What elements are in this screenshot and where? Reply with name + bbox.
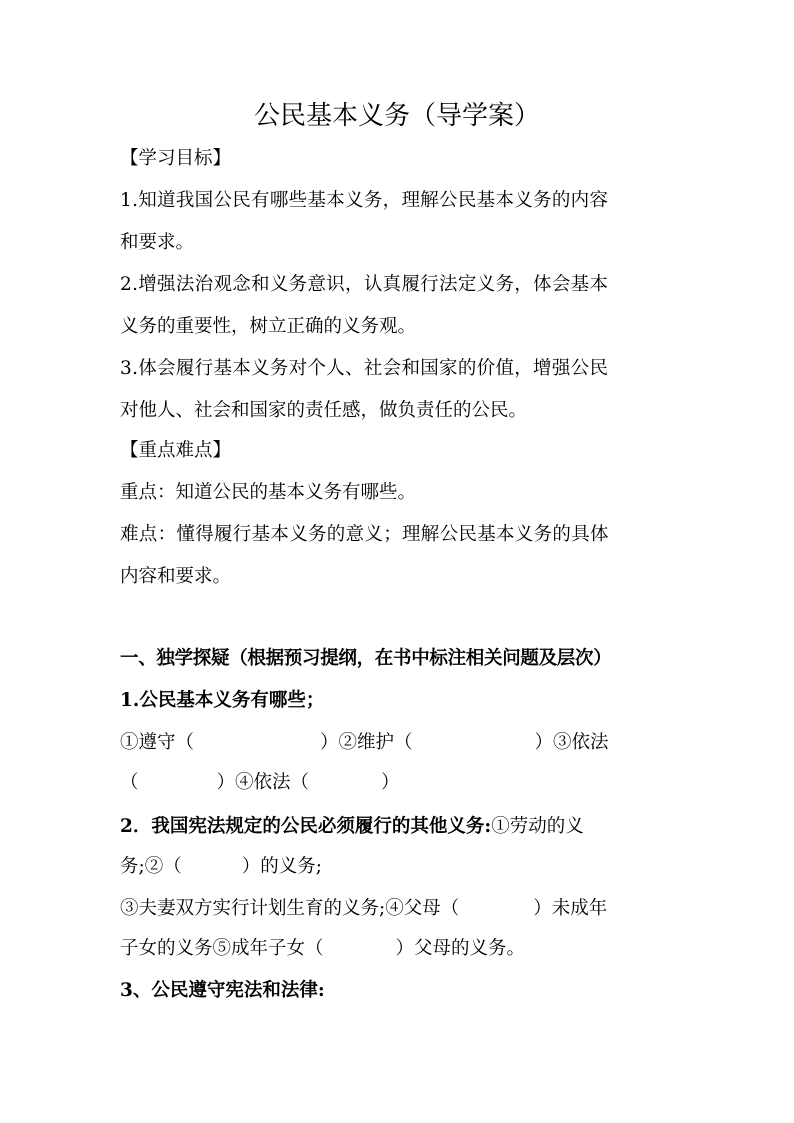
key-points-heading: 【重点难点】 — [120, 440, 232, 461]
question-1-line-1 — [120, 728, 672, 758]
goal-2-line-1: 2.增强法治观念和义务意识，认真履行法定义务，体会基本 — [120, 274, 609, 295]
goal-3-line-2: 对他人、社会和国家的责任感，做负责任的公民。 — [120, 400, 528, 421]
page-title: 公民基本义务（导学案） — [253, 101, 540, 131]
question-2-line-2 — [120, 852, 672, 882]
goal-1-line-1: 1.知道我国公民有哪些基本义务，理解公民基本义务的内容 — [120, 190, 609, 211]
q1-part-d: （ — [120, 772, 139, 793]
q2-part-h: ）父母的义务。 — [395, 938, 526, 959]
goals-heading: 【学习目标】 — [120, 148, 232, 169]
difficulty-line-1: 难点：懂得履行基本义务的意义；理解公民基本义务的具体 — [120, 524, 609, 545]
q2-part-g: 子女的义务⑤成年子女（ — [120, 938, 324, 959]
q2-part-b: ①劳动的义 — [491, 816, 584, 837]
q1-part-e: ）④依法（ — [216, 772, 310, 793]
goal-1-line-2: 和要求。 — [120, 232, 195, 253]
q2-heading: 2．我国宪法规定的公民必须履行的其他义务: — [120, 816, 492, 837]
question-1-heading: 1.公民基本义务有哪些； — [120, 690, 325, 711]
q1-part-f: ） — [381, 772, 400, 793]
question-2-line-1 — [120, 812, 672, 842]
difficulty-line-2: 内容和要求。 — [120, 566, 232, 587]
q1-part-a: ①遵守（ — [120, 732, 195, 753]
question-3-heading: 3、公民遵守宪法和法律: — [120, 980, 325, 1001]
question-2-line-4 — [120, 934, 672, 964]
q2-part-f: ）未成年 — [533, 898, 608, 919]
q2-part-c: 务;②（ — [120, 856, 182, 877]
question-2-line-3 — [120, 894, 672, 924]
goal-3-line-1: 3.体会履行基本义务对个人、社会和国家的价值，增强公民 — [120, 358, 609, 379]
q2-part-e: ③夫妻双方实行计划生育的义务;④父母（ — [120, 898, 460, 919]
key-point-text: 重点：知道公民的基本义务有哪些。 — [120, 482, 417, 503]
q1-part-b: ）②维护（ — [320, 732, 413, 753]
section-1-heading: 一、独学探疑（根据预习提纲，在书中标注相关问题及层次） — [120, 648, 612, 669]
question-1-line-2 — [120, 768, 672, 798]
q1-part-c: ）③依法 — [534, 732, 609, 753]
goal-2-line-2: 义务的重要性，树立正确的义务观。 — [120, 316, 417, 337]
q2-part-d: ）的义务; — [241, 856, 322, 877]
